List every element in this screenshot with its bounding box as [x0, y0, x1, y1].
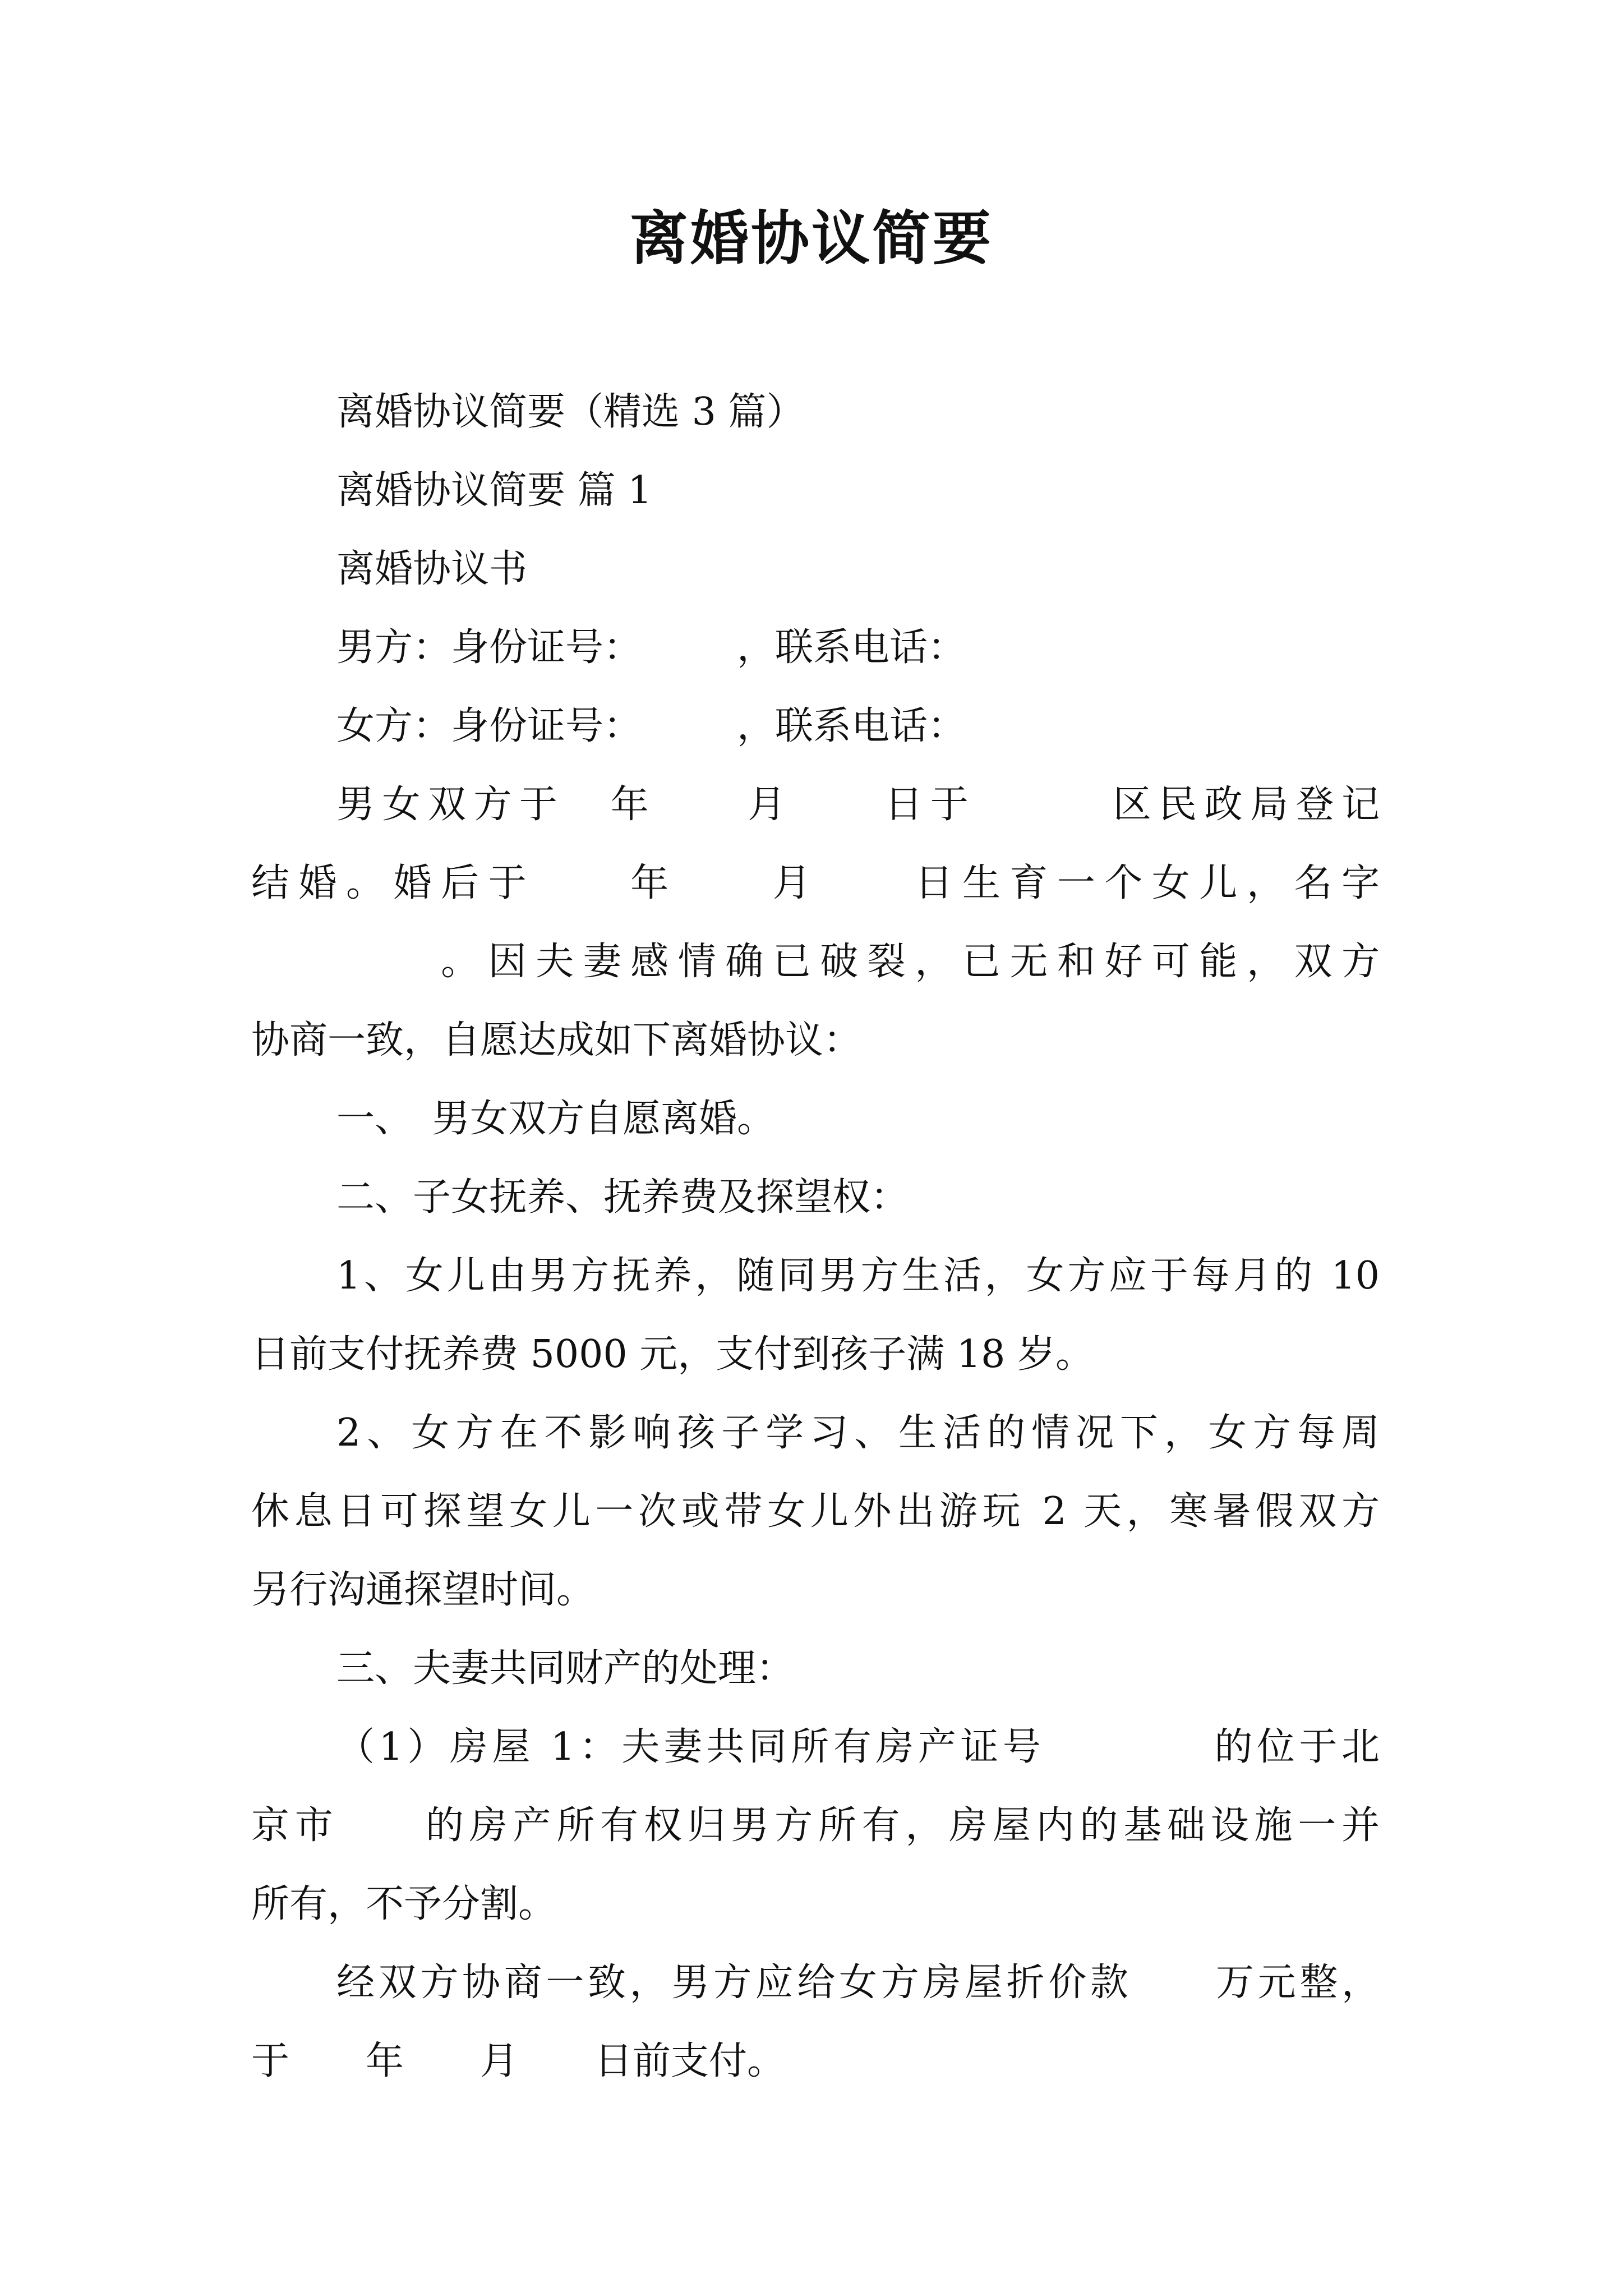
paragraph-line: 2、女方在不影响孩子学习、生活的情况下，女方每周 [336, 1411, 1380, 1455]
paragraph-line: （1）房屋 1：夫妻共同所有房产证号 的位于北 [336, 1725, 1380, 1769]
husband-info-line: 男方：身份证号： ，联系电话： [336, 625, 966, 670]
paragraph-line: 经双方协商一致，男方应给女方房屋折价款 万元整， [336, 1961, 1380, 2005]
paragraph-line: 另行沟通探望时间。 [251, 1568, 595, 1612]
paragraph-line: 于 年 月 日前支付。 [251, 2039, 786, 2083]
section-heading: 离婚协议简要 篇 1 [336, 468, 652, 513]
subtitle-line: 离婚协议简要（精选 3 篇） [336, 390, 805, 434]
clause-heading: 一、 男女双方自愿离婚。 [336, 1097, 776, 1141]
clause-heading: 三、夫妻共同财产的处理： [336, 1646, 795, 1691]
document-body [251, 373, 1380, 2101]
wife-info-line: 女方：身份证号： ，联系电话： [336, 704, 966, 748]
document-title: 离婚协议简要 [629, 204, 993, 273]
paragraph-line: 结婚。婚后于 年 月 日生育一个女儿，名字 [251, 861, 1380, 905]
paragraph-line: 休息日可探望女儿一次或带女儿外出游玩 2 天，寒暑假双方 [251, 1489, 1380, 1534]
paragraph-line: 1、女儿由男方抚养，随同男方生活，女方应于每月的 10 [336, 1254, 1380, 1298]
clause-heading: 二、子女抚养、抚养费及探望权： [336, 1175, 909, 1220]
paragraph-line: 。因夫妻感情确已破裂，已无和好可能，双方 [251, 940, 1380, 984]
paragraph-line: 京市 的房产所有权归男方所有，房屋内的基础设施一并 [251, 1803, 1380, 1848]
paragraph-line: 日前支付抚养费 5000 元，支付到孩子满 18 岁。 [251, 1332, 1094, 1377]
paragraph-line: 所有，不予分割。 [251, 1882, 557, 1926]
paragraph-line: 协商一致，自愿达成如下离婚协议： [251, 1018, 862, 1062]
paragraph-line: 男女双方于 年 月 日于 区民政局登记 [336, 783, 1380, 827]
agreement-heading: 离婚协议书 [336, 547, 528, 591]
